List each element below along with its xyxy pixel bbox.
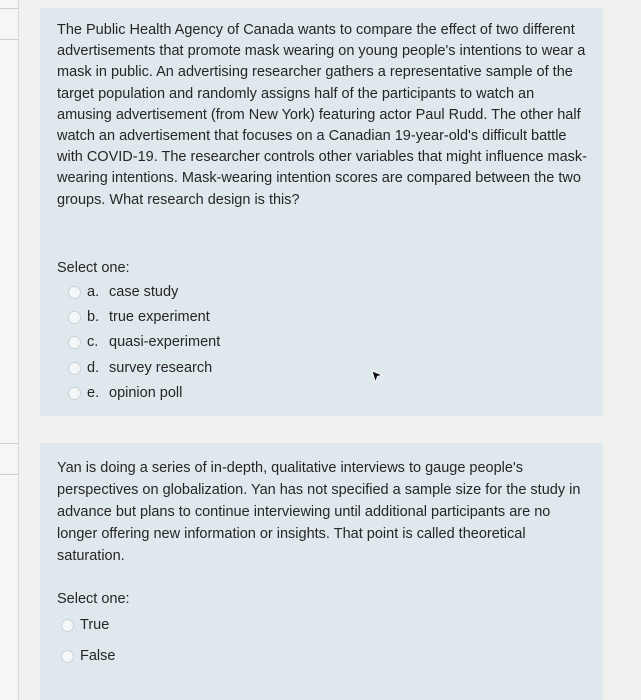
select-one-label: Select one: — [57, 260, 130, 276]
option-label: case study — [109, 284, 179, 300]
option-c[interactable]: c. quasi-experiment — [68, 332, 220, 352]
radio-button[interactable] — [68, 286, 81, 299]
option-true[interactable] — [61, 615, 109, 635]
radio-button[interactable] — [68, 362, 81, 375]
question-text: Yan is doing a series of in-depth, qualitative interviews to gauge people's perspectives on globalization. Yan has not specified a sample size for the study in advance but plans to continue interviewing until additional participants are no longer offering new information or insights. That point is called theoretical saturation. — [57, 460, 581, 564]
select-one-label: Select one: — [57, 591, 130, 607]
question-text: The Public Health Agency of Canada wants to compare the effect of two different advertisements that promote mask wearing on young people's intentions to wear a mask in public. An advertising researcher gathers a representative sample of the target population and randomly assigns half of the participants to watch an amusing advertisement (from New York) featuring actor Paul Rudd. The other half watch an advertisement that focuses on a Canadian 19-year-old's difficult battle with COVID-19. The researcher controls other variables that might influence mask-wearing intentions. Mask-wearing intention scores are compared between the two groups. What research design is this? — [57, 22, 588, 208]
option-label: False — [80, 648, 116, 664]
option-label: quasi-experiment — [109, 334, 221, 350]
radio-button[interactable] — [68, 311, 81, 324]
option-label: opinion poll — [109, 385, 183, 401]
question-card-1 — [40, 8, 603, 416]
option-label: true experiment — [109, 309, 210, 325]
left-edge-marker — [0, 8, 18, 40]
option-b[interactable]: b. true experiment — [68, 307, 210, 327]
radio-button[interactable] — [68, 387, 81, 400]
mouse-cursor-icon — [371, 370, 383, 384]
question-card-2 — [40, 443, 603, 700]
option-false[interactable] — [61, 646, 115, 666]
option-e[interactable]: e. opinion poll — [68, 383, 182, 403]
option-label: survey research — [109, 360, 213, 376]
left-edge-strip — [0, 0, 19, 700]
left-edge-marker — [0, 443, 18, 475]
option-a[interactable]: a. case study — [68, 282, 178, 302]
option-label: True — [80, 617, 110, 633]
option-d[interactable]: d. survey research — [68, 358, 212, 378]
radio-button[interactable] — [61, 650, 74, 663]
radio-button[interactable] — [68, 336, 81, 349]
radio-button[interactable] — [61, 619, 74, 632]
